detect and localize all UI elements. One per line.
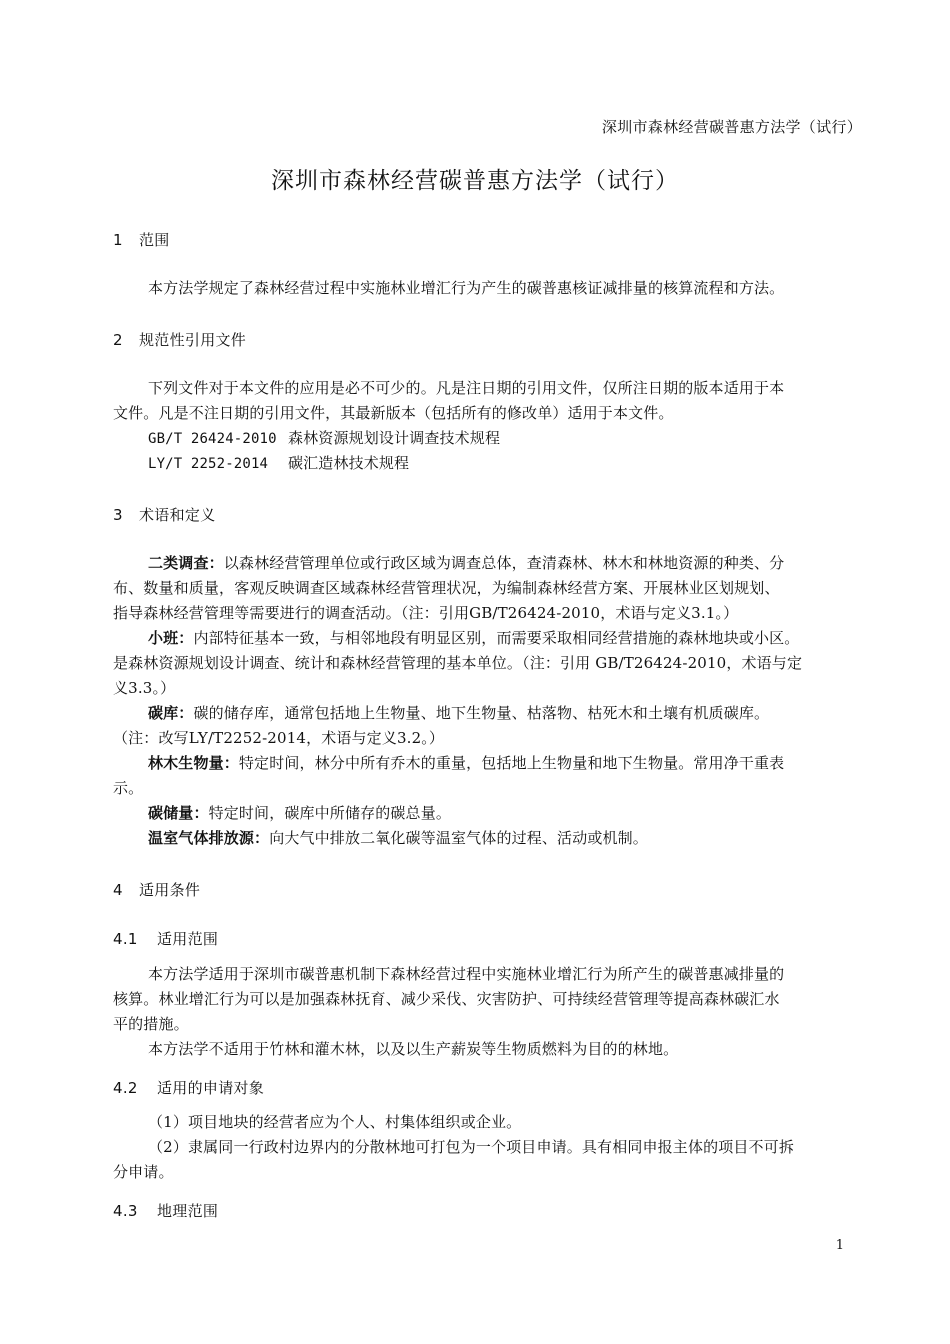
subsection-heading-4-1 xyxy=(113,928,218,949)
section-title: 适用条件 xyxy=(139,881,201,899)
section-number: 4 xyxy=(113,881,123,899)
defined-term: 温室气体排放源： xyxy=(148,829,270,847)
definition-line xyxy=(148,751,784,776)
section-heading-4 xyxy=(113,879,200,900)
section-title: 范围 xyxy=(139,231,170,249)
section-heading-2 xyxy=(113,329,246,350)
definition-text: 特定时间，碳库中所储存的碳总量。 xyxy=(208,804,452,822)
paragraph-line: 本方法学不适用于竹林和灌木林，以及以生产薪炭等生物质燃料为目的的林地。 xyxy=(148,1040,679,1058)
section-title: 规范性引用文件 xyxy=(139,331,247,349)
defined-term: 碳库： xyxy=(148,704,194,722)
defined-term: 二类调查： xyxy=(148,554,224,572)
subsection-number: 4.3 xyxy=(113,1202,138,1220)
definition-line: 指导森林经营管理等需要进行的调查活动。（注：引用GB/T26424-2010，术语与定义3.1。） xyxy=(113,604,739,622)
reference-name: 森林资源规划设计调查技术规程 xyxy=(288,429,501,447)
paragraph-line: （1）项目地块的经营者应为个人、村集体组织或企业。 xyxy=(148,1113,522,1131)
defined-term: 小班： xyxy=(148,629,194,647)
definition-line xyxy=(148,826,648,851)
definition-line: 是森林资源规划设计调查、统计和森林经营管理的基本单位。（注：引用 GB/T26424-2010，术语与定 xyxy=(113,654,803,672)
running-header: 深圳市森林经营碳普惠方法学（试行） xyxy=(601,118,862,136)
paragraph-line: 下列文件对于本文件的应用是必不可少的。凡是注日期的引用文件，仅所注日期的版本适用于本 xyxy=(148,379,785,397)
subsection-title: 适用的申请对象 xyxy=(157,1079,265,1097)
document-title: 深圳市森林经营碳普惠方法学（试行） xyxy=(271,168,679,194)
reference-code: GB/T 26424-2010 xyxy=(148,431,277,447)
defined-term: 碳储量： xyxy=(148,804,209,822)
definition-line xyxy=(148,626,799,651)
reference-code: LY/T 2252-2014 xyxy=(148,456,269,472)
section-heading-3 xyxy=(113,504,216,525)
subsection-number: 4.2 xyxy=(113,1079,138,1097)
page-number: 1 xyxy=(835,1238,844,1253)
paragraph-line: 分申请。 xyxy=(113,1163,174,1181)
section-number: 3 xyxy=(113,506,123,524)
section-number: 2 xyxy=(113,331,123,349)
definition-text: 内部特征基本一致，与相邻地段有明显区别，而需要采取相同经营措施的森林地块或小区。 xyxy=(193,629,800,647)
definition-line xyxy=(148,701,769,726)
reference-item xyxy=(148,451,409,477)
reference-name: 碳汇造林技术规程 xyxy=(288,454,410,472)
definition-text: 特定时间，林分中所有乔木的重量，包括地上生物量和地下生物量。常用净干重表 xyxy=(238,754,785,772)
definition-text: 碳的储存库，通常包括地上生物量、地下生物量、枯落物、枯死木和土壤有机质碳库。 xyxy=(193,704,770,722)
subsection-title: 地理范围 xyxy=(157,1202,219,1220)
paragraph-line: 平的措施。 xyxy=(113,1015,189,1033)
reference-item xyxy=(148,426,500,452)
paragraph: 本方法学规定了森林经营过程中实施林业增汇行为产生的碳普惠核证减排量的核算流程和方法。 xyxy=(148,279,785,297)
definition-text: 向大气中排放二氧化碳等温室气体的过程、活动或机制。 xyxy=(269,829,648,847)
definition-text: 以森林经营管理单位或行政区域为调查总体，查清森林、林木和林地资源的种类、分 xyxy=(223,554,785,572)
section-title: 术语和定义 xyxy=(139,506,216,524)
paragraph-line: 文件。凡是不注日期的引用文件，其最新版本（包括所有的修改单）适用于本文件。 xyxy=(113,404,674,422)
subsection-title: 适用范围 xyxy=(157,930,219,948)
defined-term: 林木生物量： xyxy=(148,754,239,772)
definition-line: 示。 xyxy=(113,779,144,797)
subsection-heading-4-2 xyxy=(113,1077,264,1098)
definition-line: 义3.3。） xyxy=(113,679,176,697)
definition-line xyxy=(148,801,451,826)
paragraph-line: （2）隶属同一行政村边界内的分散林地可打包为一个项目申请。具有相同申报主体的项目不可拆 xyxy=(148,1138,794,1156)
definition-line xyxy=(148,551,784,576)
definition-line: 布、数量和质量，客观反映调查区域森林经营管理状况，为编制森林经营方案、开展林业区划规划、 xyxy=(113,579,780,597)
subsection-heading-4-3 xyxy=(113,1200,218,1221)
section-number: 1 xyxy=(113,231,123,249)
paragraph-line: 本方法学适用于深圳市碳普惠机制下森林经营过程中实施林业增汇行为所产生的碳普惠减排量的 xyxy=(148,965,785,983)
definition-line: （注：改写LY/T2252-2014，术语与定义3.2。） xyxy=(113,729,445,747)
paragraph-line: 核算。林业增汇行为可以是加强森林抚育、减少采伐、灾害防护、可持续经营管理等提高森林碳汇水 xyxy=(113,990,780,1008)
subsection-number: 4.1 xyxy=(113,930,138,948)
section-heading-1 xyxy=(113,229,170,250)
